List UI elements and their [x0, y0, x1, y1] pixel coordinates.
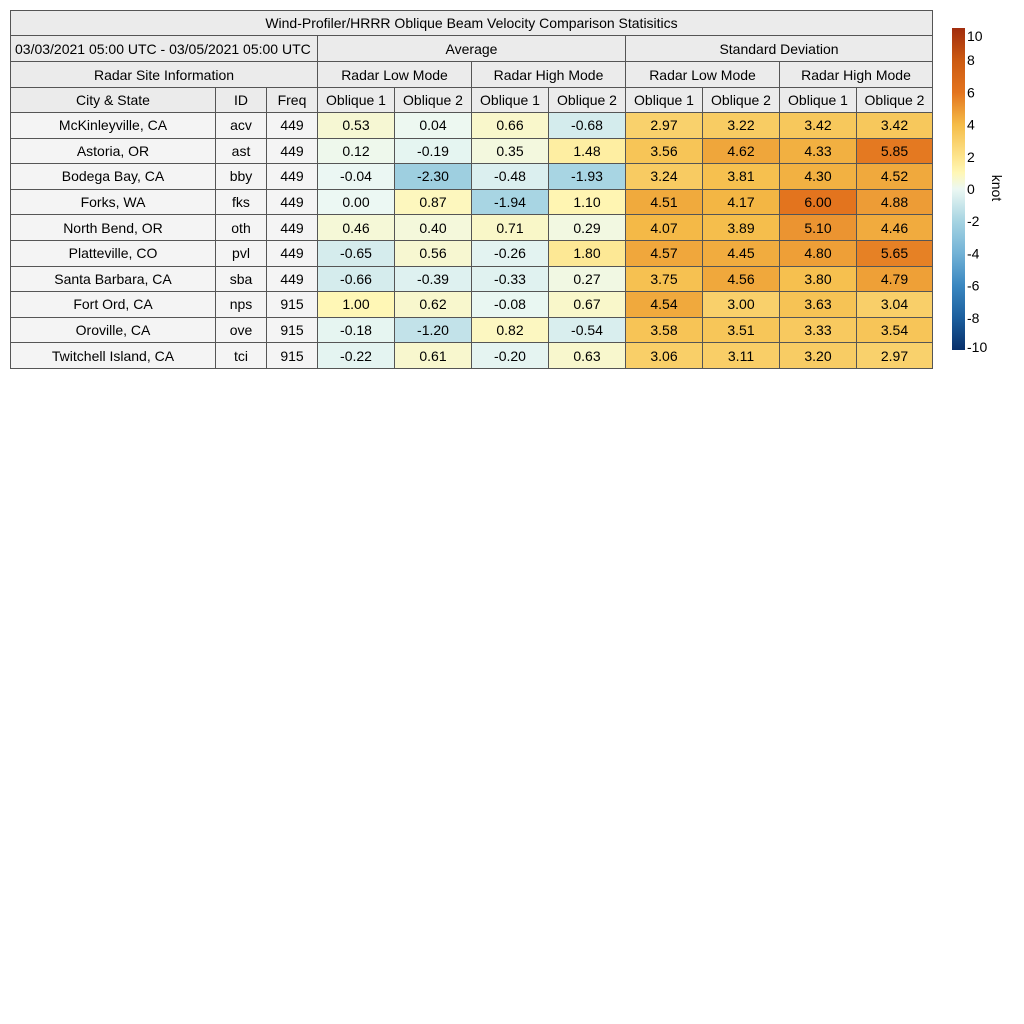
city-cell: Fort Ord, CA [11, 292, 216, 318]
value-cell: 3.22 [703, 113, 780, 139]
value-cell: -2.30 [395, 164, 472, 190]
value-cell: 0.71 [472, 215, 549, 241]
value-cell: 2.97 [857, 343, 933, 369]
table-row [11, 189, 933, 215]
value-cell: 3.80 [780, 266, 857, 292]
value-cell: 1.80 [549, 240, 626, 266]
value-cell: 3.58 [626, 317, 703, 343]
freq-cell: 449 [267, 266, 318, 292]
table-row [11, 113, 933, 139]
value-cell: 3.51 [703, 317, 780, 343]
value-cell: -0.04 [318, 164, 395, 190]
value-cell: 4.79 [857, 266, 933, 292]
value-cell: 4.17 [703, 189, 780, 215]
value-cell: 1.10 [549, 189, 626, 215]
value-cell: 0.04 [395, 113, 472, 139]
city-cell: Bodega Bay, CA [11, 164, 216, 190]
table-row [11, 215, 933, 241]
colorbar-gradient [952, 28, 965, 350]
avg-high-oblique2-header: Oblique 2 [549, 88, 626, 113]
id-cell: sba [216, 266, 267, 292]
value-cell: 3.75 [626, 266, 703, 292]
value-cell: 0.87 [395, 189, 472, 215]
value-cell: 4.56 [703, 266, 780, 292]
id-cell: oth [216, 215, 267, 241]
value-cell: 3.63 [780, 292, 857, 318]
value-cell: 0.82 [472, 317, 549, 343]
colorbar-tick-label: 4 [967, 116, 975, 133]
value-cell: -0.65 [318, 240, 395, 266]
value-cell: 0.29 [549, 215, 626, 241]
value-cell: 4.45 [703, 240, 780, 266]
date-range: 03/03/2021 05:00 UTC - 03/05/2021 05:00 UTC [11, 36, 318, 62]
value-cell: 3.42 [780, 113, 857, 139]
table-row [11, 138, 933, 164]
freq-cell: 449 [267, 138, 318, 164]
avg-low-oblique1-header: Oblique 1 [318, 88, 395, 113]
freq-cell: 915 [267, 317, 318, 343]
table-row [11, 292, 933, 318]
freq-cell: 915 [267, 343, 318, 369]
comparison-stats-table [10, 10, 933, 369]
id-cell: tci [216, 343, 267, 369]
value-cell: -0.39 [395, 266, 472, 292]
colorbar-tick-label: 8 [967, 52, 975, 69]
avg-low-mode-header: Radar Low Mode [318, 62, 472, 88]
value-cell: 4.54 [626, 292, 703, 318]
colorbar-tick-label: -2 [967, 213, 980, 230]
city-cell: McKinleyville, CA [11, 113, 216, 139]
value-cell: 4.80 [780, 240, 857, 266]
value-cell: -0.54 [549, 317, 626, 343]
id-cell: ove [216, 317, 267, 343]
value-cell: 5.10 [780, 215, 857, 241]
value-cell: 2.97 [626, 113, 703, 139]
value-cell: 4.88 [857, 189, 933, 215]
value-cell: 4.46 [857, 215, 933, 241]
city-cell: Forks, WA [11, 189, 216, 215]
value-cell: -1.93 [549, 164, 626, 190]
value-cell: -0.33 [472, 266, 549, 292]
value-cell: 0.40 [395, 215, 472, 241]
value-cell: 0.56 [395, 240, 472, 266]
value-cell: 3.89 [703, 215, 780, 241]
value-cell: 3.06 [626, 343, 703, 369]
avg-high-mode-header: Radar High Mode [472, 62, 626, 88]
value-cell: 4.51 [626, 189, 703, 215]
value-cell: -1.94 [472, 189, 549, 215]
freq-cell: 449 [267, 189, 318, 215]
value-cell: 1.00 [318, 292, 395, 318]
freq-cell: 449 [267, 240, 318, 266]
city-cell: Oroville, CA [11, 317, 216, 343]
value-cell: 3.42 [857, 113, 933, 139]
std-high-mode-header: Radar High Mode [780, 62, 933, 88]
value-cell: -0.22 [318, 343, 395, 369]
site-info-header: Radar Site Information [11, 62, 318, 88]
value-cell: -0.19 [395, 138, 472, 164]
value-cell: 3.04 [857, 292, 933, 318]
value-cell: 4.07 [626, 215, 703, 241]
value-cell: 4.57 [626, 240, 703, 266]
value-cell: 3.24 [626, 164, 703, 190]
value-cell: -0.18 [318, 317, 395, 343]
city-cell: Twitchell Island, CA [11, 343, 216, 369]
std-dev-group-header: Standard Deviation [626, 36, 933, 62]
colorbar-tick-label: -4 [967, 245, 980, 262]
id-cell: nps [216, 292, 267, 318]
value-cell: 4.33 [780, 138, 857, 164]
value-cell: 0.53 [318, 113, 395, 139]
std-low-mode-header: Radar Low Mode [626, 62, 780, 88]
colorbar-unit-label: knot [989, 174, 1005, 202]
freq-header: Freq [267, 88, 318, 113]
freq-cell: 449 [267, 164, 318, 190]
value-cell: -0.26 [472, 240, 549, 266]
colorbar [950, 28, 1005, 355]
value-cell: 0.63 [549, 343, 626, 369]
value-cell: -0.48 [472, 164, 549, 190]
avg-low-oblique2-header: Oblique 2 [395, 88, 472, 113]
value-cell: 0.61 [395, 343, 472, 369]
freq-cell: 449 [267, 215, 318, 241]
city-cell: North Bend, OR [11, 215, 216, 241]
value-cell: -0.68 [549, 113, 626, 139]
value-cell: 4.52 [857, 164, 933, 190]
colorbar-tick-label: -6 [967, 277, 980, 294]
std-low-oblique1-header: Oblique 1 [626, 88, 703, 113]
value-cell: 0.46 [318, 215, 395, 241]
id-cell: ast [216, 138, 267, 164]
city-cell: Platteville, CO [11, 240, 216, 266]
value-cell: 3.54 [857, 317, 933, 343]
std-high-oblique2-header: Oblique 2 [857, 88, 933, 113]
table-row [11, 343, 933, 369]
table-row [11, 266, 933, 292]
colorbar-tick-label: -8 [967, 309, 980, 326]
colorbar-tick-label: -10 [967, 339, 988, 355]
value-cell: 5.85 [857, 138, 933, 164]
value-cell: 4.30 [780, 164, 857, 190]
city-cell: Santa Barbara, CA [11, 266, 216, 292]
value-cell: -1.20 [395, 317, 472, 343]
value-cell: 0.00 [318, 189, 395, 215]
value-cell: 1.48 [549, 138, 626, 164]
colorbar-tick-label: 6 [967, 84, 975, 101]
value-cell: 3.81 [703, 164, 780, 190]
value-cell: 0.67 [549, 292, 626, 318]
value-cell: 6.00 [780, 189, 857, 215]
value-cell: 3.00 [703, 292, 780, 318]
value-cell: 4.62 [703, 138, 780, 164]
std-high-oblique1-header: Oblique 1 [780, 88, 857, 113]
table-row [11, 317, 933, 343]
value-cell: 5.65 [857, 240, 933, 266]
avg-high-oblique1-header: Oblique 1 [472, 88, 549, 113]
city-state-header: City & State [11, 88, 216, 113]
value-cell: 0.35 [472, 138, 549, 164]
colorbar-tick-label: 0 [967, 181, 975, 197]
id-cell: bby [216, 164, 267, 190]
std-low-oblique2-header: Oblique 2 [703, 88, 780, 113]
id-cell: fks [216, 189, 267, 215]
value-cell: 3.33 [780, 317, 857, 343]
id-cell: acv [216, 113, 267, 139]
id-header: ID [216, 88, 267, 113]
freq-cell: 915 [267, 292, 318, 318]
value-cell: 3.56 [626, 138, 703, 164]
value-cell: 3.11 [703, 343, 780, 369]
value-cell: 0.62 [395, 292, 472, 318]
table-row [11, 164, 933, 190]
value-cell: 0.27 [549, 266, 626, 292]
city-cell: Astoria, OR [11, 138, 216, 164]
value-cell: 0.66 [472, 113, 549, 139]
average-group-header: Average [318, 36, 626, 62]
colorbar-tick-label: 2 [967, 148, 975, 165]
value-cell: -0.66 [318, 266, 395, 292]
value-cell: 3.20 [780, 343, 857, 369]
id-cell: pvl [216, 240, 267, 266]
table-row [11, 240, 933, 266]
table-title: Wind-Profiler/HRRR Oblique Beam Velocity Comparison Statisitics [11, 11, 933, 36]
value-cell: -0.08 [472, 292, 549, 318]
value-cell: -0.20 [472, 343, 549, 369]
colorbar-tick-label: 10 [967, 28, 983, 44]
freq-cell: 449 [267, 113, 318, 139]
value-cell: 0.12 [318, 138, 395, 164]
